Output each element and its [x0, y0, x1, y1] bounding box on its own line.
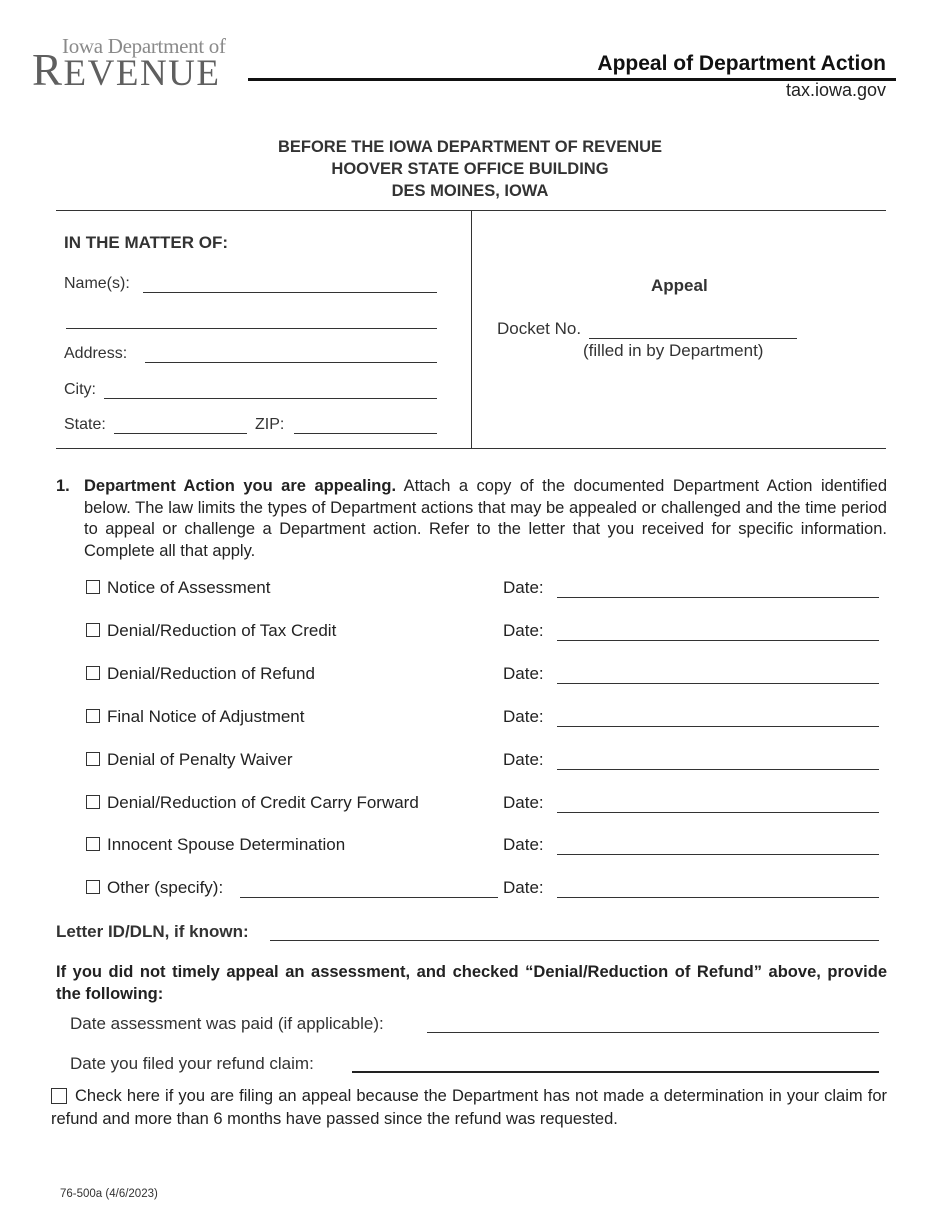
checkbox[interactable]	[86, 709, 100, 723]
form-number: 76-500a (4/6/2023)	[60, 1188, 158, 1200]
docket-label: Docket No.	[497, 319, 582, 338]
checkbox[interactable]	[86, 795, 100, 809]
date-label: Date:	[503, 578, 544, 597]
header-line-1: BEFORE THE IOWA DEPARTMENT OF REVENUE	[277, 138, 663, 156]
logo-agency-line: Iowa Department of	[62, 34, 226, 58]
letter-id-field[interactable]	[270, 940, 879, 941]
date-field[interactable]	[557, 726, 879, 727]
docket-field[interactable]	[589, 338, 797, 339]
logo-initial: R	[32, 45, 64, 95]
action-option[interactable]	[86, 621, 336, 641]
box-bottom-rule	[56, 448, 886, 449]
checkbox[interactable]	[86, 837, 100, 851]
date-field[interactable]	[557, 897, 879, 898]
paid-date-field[interactable]	[427, 1032, 879, 1033]
date-label: Date:	[503, 664, 544, 683]
filed-date-label: Date you filed your refund claim:	[70, 1054, 314, 1073]
box-divider	[471, 210, 472, 449]
date-field[interactable]	[557, 683, 879, 684]
city-field[interactable]	[104, 398, 437, 399]
date-field[interactable]	[557, 812, 879, 813]
option-label: Notice of Assessment	[107, 578, 271, 597]
action-option[interactable]	[86, 835, 345, 855]
action-option[interactable]	[86, 707, 304, 727]
names-field-line-2[interactable]	[66, 328, 437, 329]
matter-heading: IN THE MATTER OF:	[64, 233, 228, 252]
date-field[interactable]	[557, 769, 879, 770]
other-specify-field[interactable]	[240, 897, 498, 898]
docket-note: (filled in by Department)	[583, 341, 764, 360]
header-line-2: HOOVER STATE OFFICE BUILDING	[331, 160, 609, 178]
state-label: State:	[64, 416, 106, 433]
form-title: Appeal of Department Action	[597, 52, 886, 75]
date-label: Date:	[503, 835, 544, 854]
appeal-title: Appeal	[651, 276, 708, 295]
untimely-instructions: If you did not timely appeal an assessment, and checked “Denial/Reduction of Refund” above, provide the following:	[56, 963, 887, 1003]
section-1-number: 1.	[56, 477, 70, 495]
action-option[interactable]	[86, 578, 270, 598]
option-label: Denial/Reduction of Refund	[107, 664, 315, 683]
address-field[interactable]	[145, 362, 437, 363]
option-label: Other (specify):	[107, 878, 224, 897]
date-label: Date:	[503, 793, 544, 812]
header-line-3: DES MOINES, IOWA	[391, 182, 549, 200]
section-1-paragraph	[84, 476, 887, 562]
action-option[interactable]	[86, 878, 223, 898]
names-field[interactable]	[143, 292, 437, 293]
checkbox[interactable]	[86, 623, 100, 637]
action-option[interactable]	[86, 793, 419, 813]
section-1-heading: Department Action you are appealing.	[84, 477, 397, 495]
state-field[interactable]	[114, 433, 247, 434]
address-label: Address:	[64, 345, 128, 362]
logo-rest: EVENUE	[63, 53, 221, 94]
city-label: City:	[64, 381, 96, 398]
zip-field[interactable]	[294, 433, 437, 434]
date-field[interactable]	[557, 597, 879, 598]
filed-date-field[interactable]	[352, 1071, 879, 1073]
option-label: Denial/Reduction of Tax Credit	[107, 621, 337, 640]
date-label: Date:	[503, 621, 544, 640]
zip-label: ZIP:	[255, 416, 285, 433]
date-field[interactable]	[557, 640, 879, 641]
option-label: Denial/Reduction of Credit Carry Forward	[107, 793, 419, 812]
checkbox[interactable]	[86, 580, 100, 594]
letter-id-label: Letter ID/DLN, if known:	[56, 922, 249, 941]
option-label: Innocent Spouse Determination	[107, 835, 346, 854]
section-1-text: Attach a copy of the documented Department Action identified below. The law limits the types of Department actions that may be appealed or challenged and the time period to appeal or challenge a Department action. Refer to the letter that you received for specific information. Complete all that apply.	[84, 477, 887, 560]
action-option[interactable]	[86, 750, 293, 770]
names-label: Name(s):	[64, 275, 130, 292]
no-determination-text: Check here if you are filing an appeal because the Department has not made a determination in your claim for refund and more than 6 months have passed since the refund was requested.	[51, 1087, 887, 1128]
date-label: Date:	[503, 707, 544, 726]
checkbox[interactable]	[86, 880, 100, 894]
action-option[interactable]	[86, 664, 315, 684]
date-label: Date:	[503, 878, 544, 897]
paid-date-label: Date assessment was paid (if applicable):	[70, 1014, 384, 1033]
date-label: Date:	[503, 750, 544, 769]
checkbox[interactable]	[86, 752, 100, 766]
date-field[interactable]	[557, 854, 879, 855]
checkbox[interactable]	[86, 666, 100, 680]
option-label: Final Notice of Adjustment	[107, 707, 305, 726]
website-text: tax.iowa.gov	[785, 80, 886, 100]
option-label: Denial of Penalty Waiver	[107, 750, 293, 769]
